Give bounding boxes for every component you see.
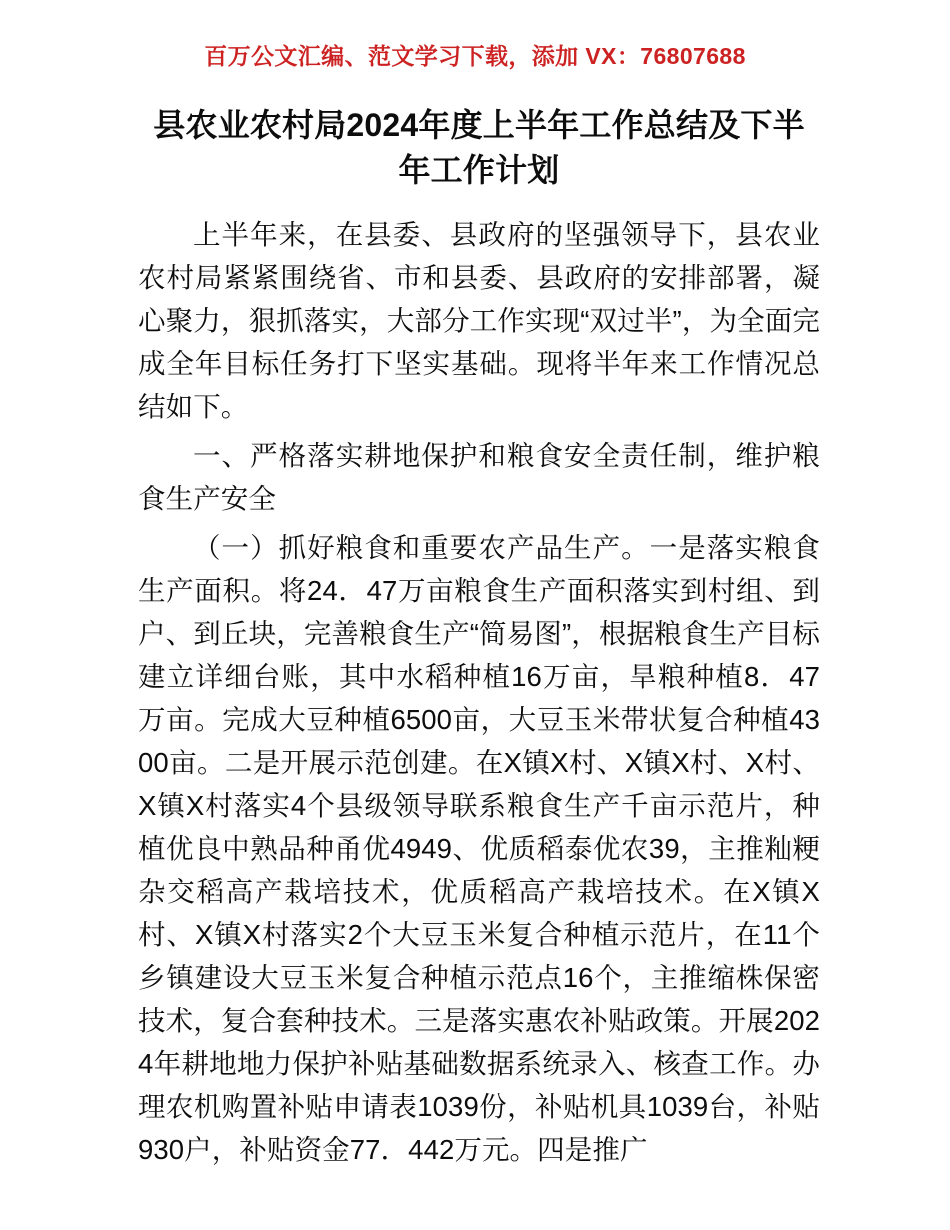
document-body: [138, 103, 820, 1173]
paragraph-subsection-one: （一）抓好粮食和重要农产品生产。一是落实粮食生产面积。将24．47万亩粮食生产面积落实到村组、到户、到丘块，完善粮食生产“简易图”，根据粮食生产目标建立详细台账，其中水稻种植16万亩，旱粮种植8．47万亩。完成大豆种植6500亩，大豆玉米带状复合种植4300亩。二是开展示范创建。在X镇X村、X镇X村、X村、X镇X村落实4个县级领导联系粮食生产千亩示范片，种植优良中熟品种甬优4949、优质稻泰优农39，主推籼粳杂交稻高产栽培技术，优质稻高产栽培技术。在X镇X村、X镇X村落实2个大豆玉米复合种植示范片，在11个乡镇建设大豆玉米复合种植示范点16个，主推缩株保密技术，复合套种技术。三是落实惠农补贴政策。开展2024年耕地地力保护补贴基础数据系统录入、核查工作。办理农机购置补贴申请表1039份，补贴机具1039台，补贴930户，补贴资金77．442万元。四是推广: [138, 532, 820, 1165]
promo-header-text: 百万公文汇编、范文学习下载，添加 VX：76807688: [204, 43, 746, 69]
promo-header-bar: [0, 45, 950, 68]
document-title: 县农业农村局2024年度上半年工作总结及下半年工作计划: [153, 107, 805, 188]
paragraph-intro: 上半年来，在县委、县政府的坚强领导下，县农业农村局紧紧围绕省、市和县委、县政府的安排部署，凝心聚力，狠抓落实，大部分工作实现“双过半”，为全面完成全年目标任务打下坚实基础。现将半年来工作情况总结如下。: [138, 219, 820, 422]
section-heading-level1: 一、严格落实耕地保护和粮食安全责任制，维护粮食生产安全: [138, 440, 820, 514]
